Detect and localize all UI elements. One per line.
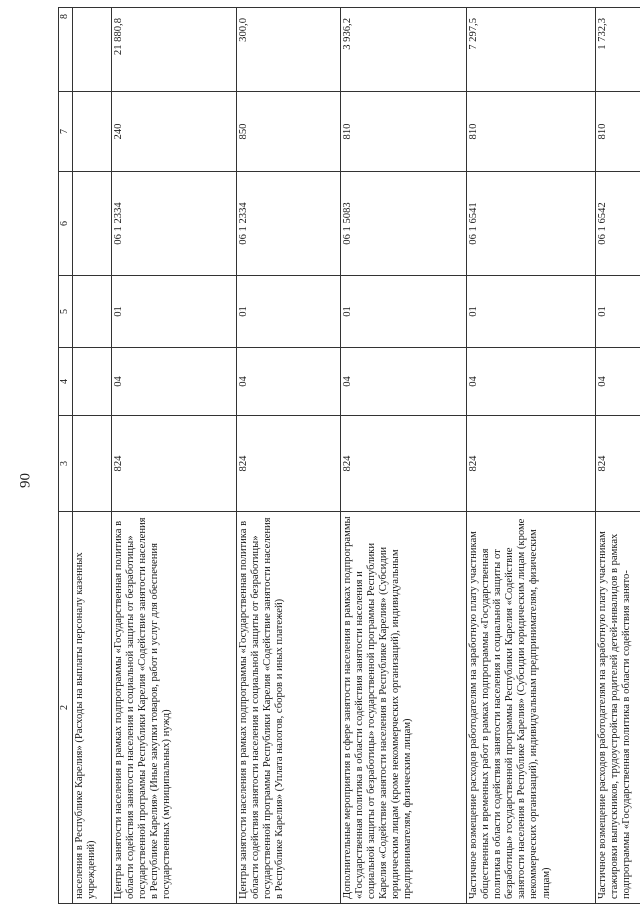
row-expense-type: 810	[596, 92, 640, 172]
header-cell-3: 3	[59, 416, 73, 512]
row-ministry-code	[73, 416, 112, 512]
row-target-article: 06 1 5083	[341, 172, 467, 276]
header-cell-5: 5	[59, 276, 73, 348]
row-target-article: 06 1 2334	[237, 172, 341, 276]
row-subsection: 01	[237, 276, 341, 348]
row-amount: 21 880,8	[112, 8, 237, 92]
row-expense-type: 810	[467, 92, 596, 172]
row-subsection: 01	[467, 276, 596, 348]
row-name: Частичное возмещение расходов работодателям на заработную плату участникам стажировки выпускников, трудоустройства родителей детей-инвалидов в рамках подпрограммы «Государственная политика в области содействия занято-	[596, 512, 640, 904]
row-section: 04	[467, 348, 596, 416]
row-amount: 7 297,5	[467, 8, 596, 92]
table-row	[73, 8, 112, 904]
row-target-article: 06 1 2334	[112, 172, 237, 276]
table-row	[112, 8, 237, 904]
row-expense-type: 850	[237, 92, 341, 172]
row-name: населения в Республике Карелия» (Расходы на выплаты персоналу казенных учреждений)	[73, 512, 112, 904]
row-ministry-code: 824	[467, 416, 596, 512]
row-subsection	[73, 276, 112, 348]
header-row	[59, 8, 73, 904]
row-subsection: 01	[596, 276, 640, 348]
budget-table-page	[58, 8, 640, 904]
row-ministry-code: 824	[237, 416, 341, 512]
row-name: Частичное возмещение расходов работодателям на заработную плату участникам общественных и временных работ в рамках подпрограммы «Государственная политика в области содействия занятости населения и социальной защиты от безработицы» государственной программы Республики Карелия «Содействие занятости населения в Республике Карелия» (Субсидии юридическим лицам (кроме некоммерческих организаций), индивидуальным предпринимателям, физическим лицам)	[467, 512, 596, 904]
table-row	[341, 8, 467, 904]
table-row	[237, 8, 341, 904]
budget-table	[58, 7, 640, 904]
header-cell-8: 8	[59, 8, 73, 92]
row-name: Центры занятости населения в рамках подпрограммы «Государственная политика в области содействия занятости населения и социальной защиты от безработицы» государственной программы Республики Карелия «Содействие занятости населения в Республике Карелия» (Уплата налогов, сборов и иных платежей)	[237, 512, 341, 904]
row-subsection: 01	[341, 276, 467, 348]
row-section: 04	[596, 348, 640, 416]
row-amount: 1 732,3	[596, 8, 640, 92]
row-name: Дополнительные мероприятия в сфере занятости населения в рамках подпрограммы «Государственная политика в области содействия занятости населения и социальной защиты от безработицы» государственной программы Республики Карелия «Содействие занятости населения в Республике Карелия» (Субсидии юридическим лицам (кроме некоммерческих организаций), индивидуальным предпринимателям, физическим лицам)	[341, 512, 467, 904]
row-ministry-code: 824	[341, 416, 467, 512]
row-expense-type: 810	[341, 92, 467, 172]
row-section: 04	[112, 348, 237, 416]
row-amount: 3 936,2	[341, 8, 467, 92]
header-cell-6: 6	[59, 172, 73, 276]
row-expense-type	[73, 92, 112, 172]
row-ministry-code: 824	[596, 416, 640, 512]
table-row	[596, 8, 640, 904]
row-target-article	[73, 172, 112, 276]
table-row	[467, 8, 596, 904]
row-section: 04	[237, 348, 341, 416]
page-number: 90	[17, 473, 34, 488]
header-cell-4: 4	[59, 348, 73, 416]
header-cell-2: 2	[59, 512, 73, 904]
row-section	[73, 348, 112, 416]
row-name: Центры занятости населения в рамках подпрограммы «Государственная политика в области содействия занятости населения и социальной защиты от безработицы» государственной программы Республики Карелия «Содействие занятости населения в Республике Карелия» (Иные закупки товаров, работ и услуг для обеспечения государственных (муниципальных) нужд)	[112, 512, 237, 904]
row-subsection: 01	[112, 276, 237, 348]
row-amount	[73, 8, 112, 92]
row-expense-type: 240	[112, 92, 237, 172]
row-target-article: 06 1 6541	[467, 172, 596, 276]
row-ministry-code: 824	[112, 416, 237, 512]
row-section: 04	[341, 348, 467, 416]
row-amount: 300,0	[237, 8, 341, 92]
row-target-article: 06 1 6542	[596, 172, 640, 276]
header-cell-7: 7	[59, 92, 73, 172]
